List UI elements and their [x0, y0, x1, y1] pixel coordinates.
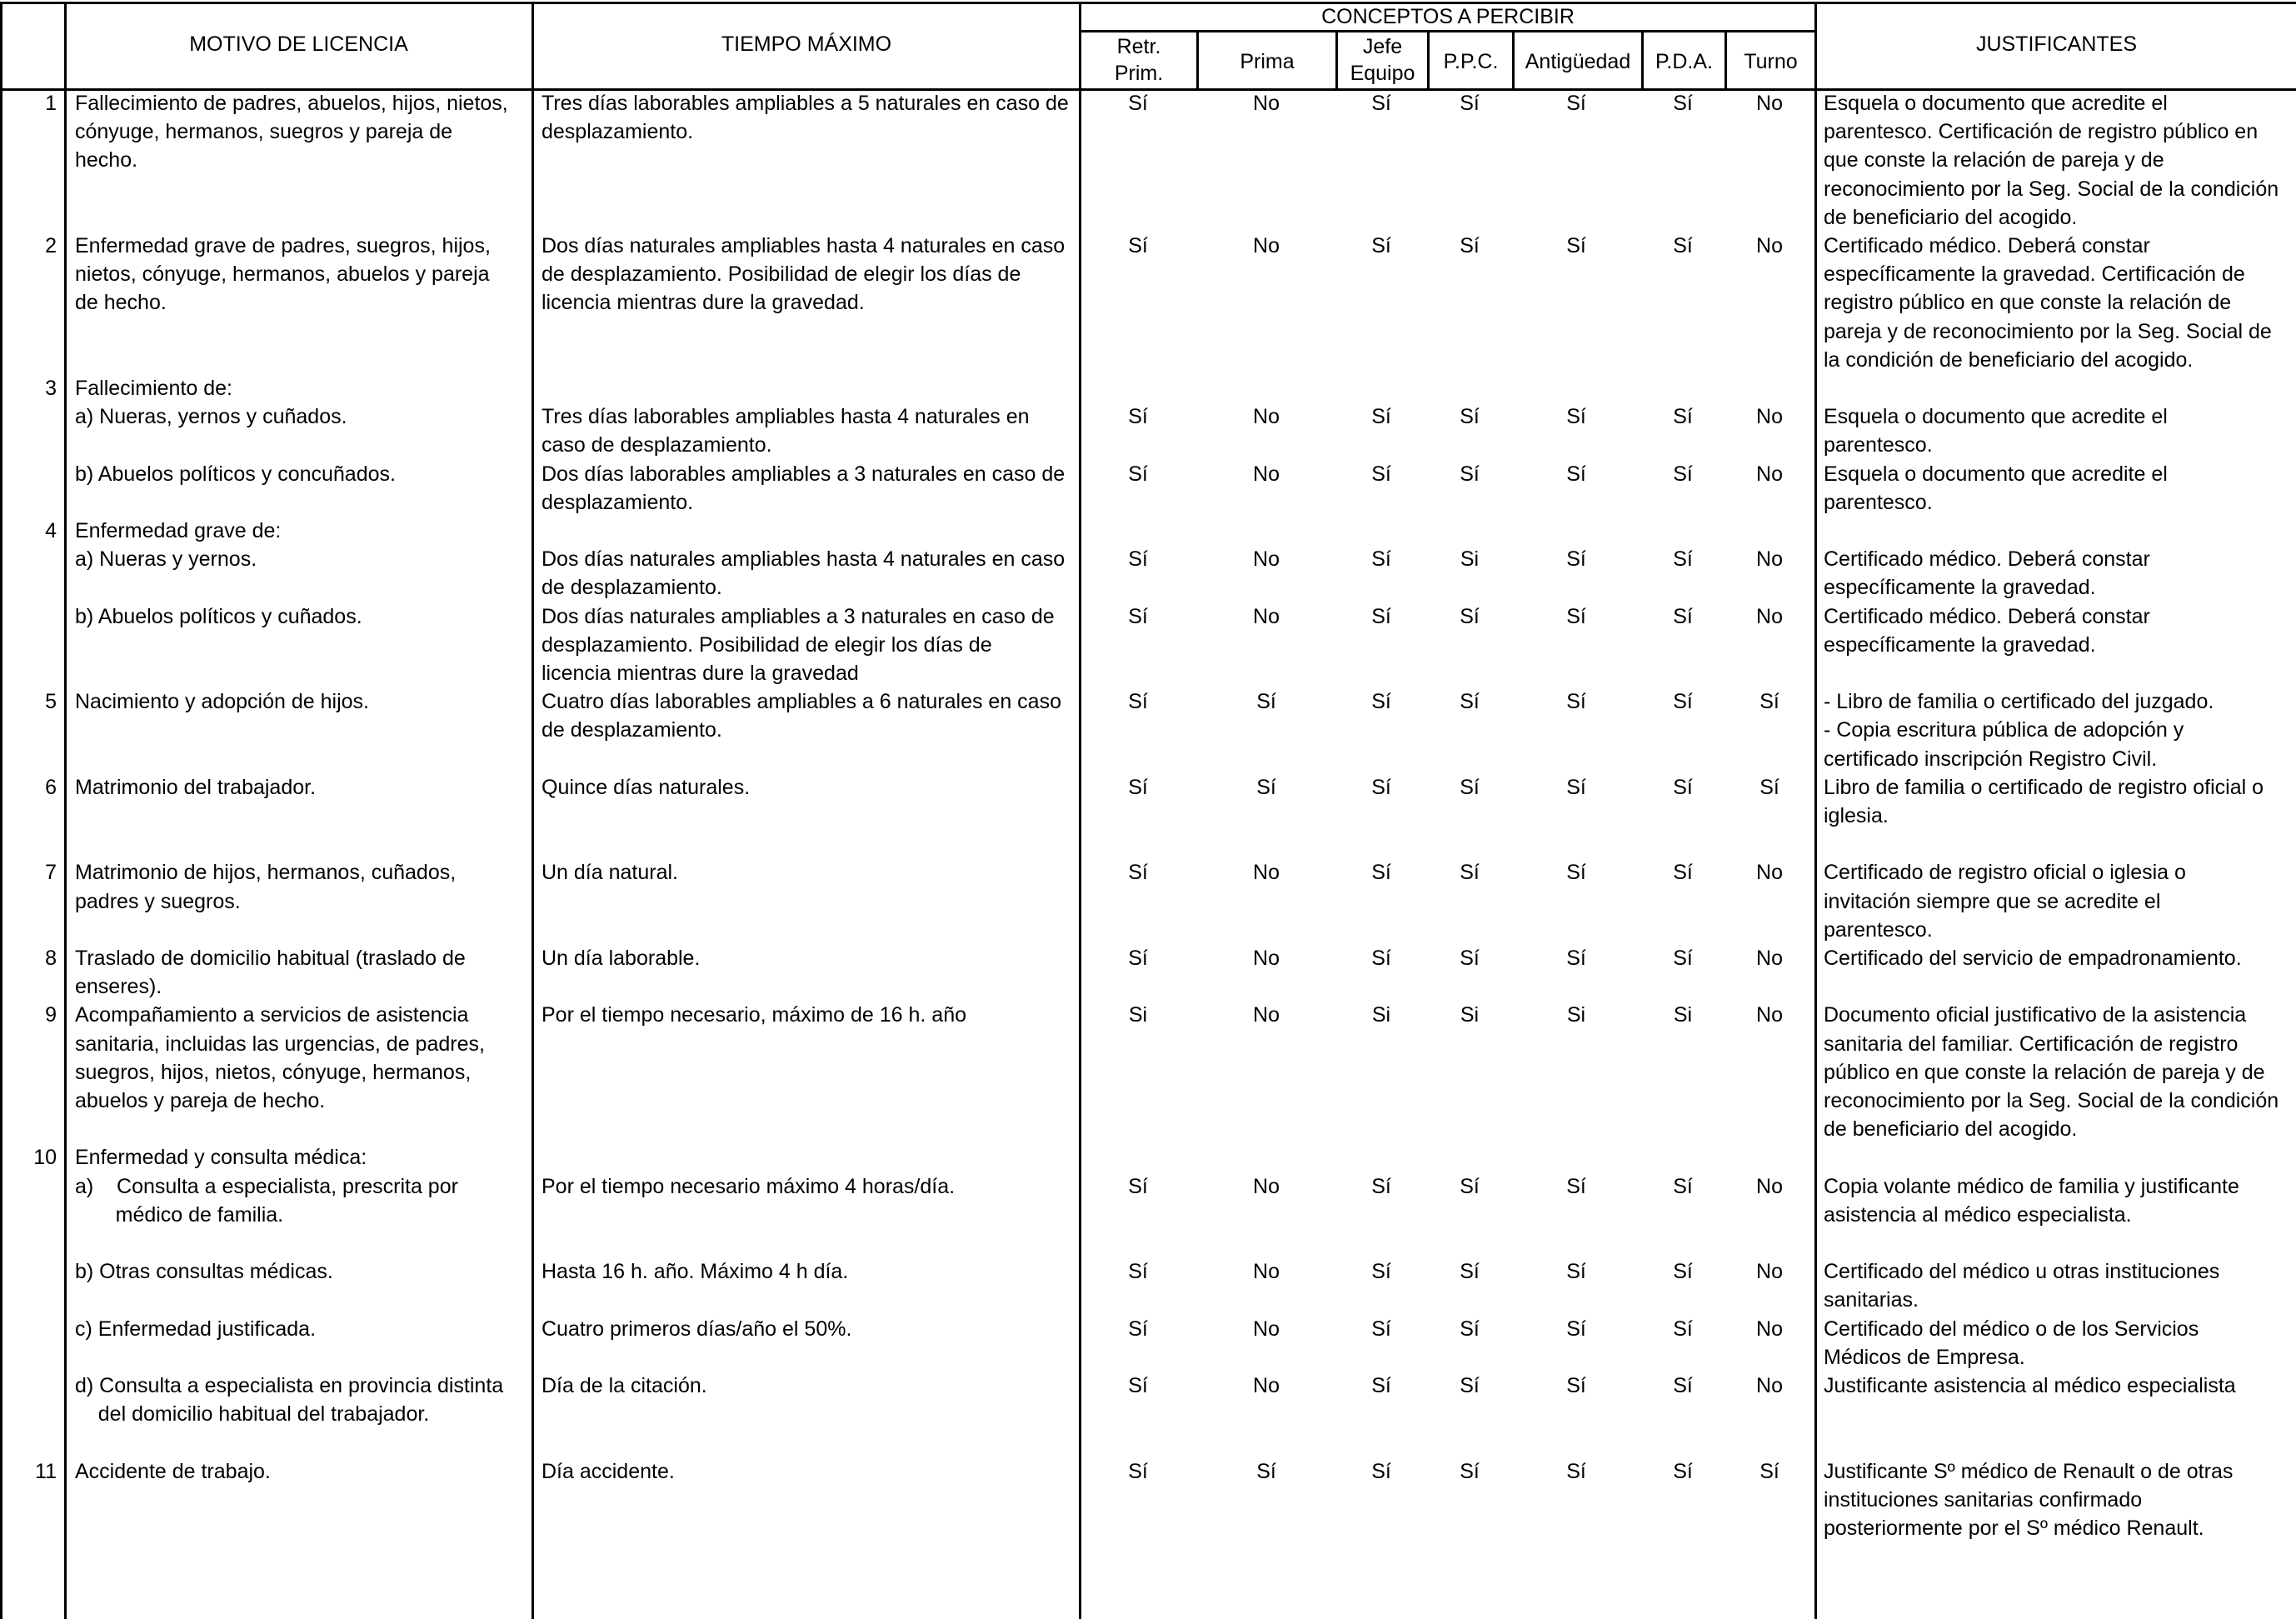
value-turno: No	[1756, 1174, 1783, 1198]
conceptos-divider	[1079, 30, 1815, 32]
tiempo-cell-line: caso de desplazamiento.	[542, 433, 772, 457]
tiempo-cell-line: Por el tiempo necesario máximo 4 horas/día.	[542, 1174, 956, 1198]
motivo-cell-line: Traslado de domicilio habitual (traslado de	[75, 947, 466, 970]
row-number: 1	[45, 92, 57, 115]
justificante-cell	[1824, 1257, 2219, 1314]
value-ppc: Sí	[1460, 1260, 1480, 1284]
justificante-cell-line: Documento oficial justificativo de la asistencia	[1824, 1003, 2247, 1027]
value-ppc: Sí	[1460, 234, 1480, 257]
value-jefe-equipo: Sí	[1371, 234, 1391, 257]
justificante-cell-line: posteriormente por el Sº médico Renault.	[1824, 1517, 2204, 1540]
tiempo-cell	[542, 602, 1055, 688]
value-prima: No	[1253, 604, 1280, 628]
value-antiguedad: Sí	[1566, 861, 1586, 885]
motivo-cell-line: del domicilio habitual del trabajador.	[75, 1402, 430, 1427]
value-jefe-equipo: Sí	[1371, 92, 1391, 115]
row-number: 8	[45, 947, 57, 970]
value-ppc: Sí	[1460, 690, 1480, 714]
tiempo-cell-line: Dos días laborables ampliables a 3 naturales en caso de	[542, 462, 1066, 486]
row-number: 9	[45, 1003, 57, 1027]
tiempo-cell	[542, 1315, 851, 1343]
motivo-cell-line: Accidente de trabajo.	[75, 1459, 271, 1483]
value-ppc: Sí	[1460, 861, 1480, 885]
motivo-cell-line: Fallecimiento de padres, abuelos, hijos, nietos,	[75, 92, 508, 115]
justificante-cell-line: Justificante Sº médico de Renault o de otras	[1824, 1459, 2234, 1483]
value-turno: No	[1756, 1374, 1783, 1397]
motivo-cell-line: Fallecimiento de:	[75, 377, 232, 400]
header-jefe-line2: Equipo	[1350, 62, 1415, 85]
value-antiguedad: Sí	[1566, 775, 1586, 799]
value-antiguedad: Sí	[1566, 690, 1586, 714]
tiempo-cell-line: Cuatro días laborables ampliables a 6 naturales en caso	[542, 690, 1061, 714]
justificante-cell	[1824, 944, 2242, 972]
justificante-cell-line: parentesco. Certificación de registro público en	[1824, 120, 2259, 144]
value-retr-prim: Sí	[1128, 604, 1148, 628]
value-retr-prim: Sí	[1128, 234, 1148, 257]
tiempo-cell-line: de desplazamiento.	[542, 718, 722, 742]
row-number: 3	[45, 377, 57, 400]
tiempo-cell	[542, 687, 1061, 744]
justificante-cell-line: Certificado médico. Deberá constar	[1824, 604, 2150, 628]
motivo-cell	[75, 602, 362, 631]
motivo-cell	[75, 545, 257, 573]
header-prima: Prima	[1240, 50, 1295, 73]
header-retr-line1: Retr.	[1116, 35, 1161, 58]
justificante-cell-line: iglesia.	[1824, 804, 1889, 827]
motivo-cell-line: abuelos y pareja de hecho.	[75, 1089, 326, 1112]
tiempo-cell-line: desplazamiento.	[542, 490, 694, 514]
motivo-cell-line: d) Consulta a especialista en provincia distinta	[75, 1374, 504, 1397]
tiempo-cell-line: Dos días naturales ampliables a 3 naturales en caso de	[542, 604, 1055, 628]
row-number: 2	[45, 234, 57, 257]
value-retr-prim: Sí	[1128, 92, 1148, 115]
motivo-cell-line: cónyuge, hermanos, suegros y pareja de	[75, 120, 453, 144]
value-turno: No	[1756, 1260, 1783, 1284]
value-retr-prim: Si	[1128, 1003, 1148, 1027]
value-pda: Sí	[1673, 547, 1693, 572]
tiempo-cell	[542, 773, 750, 802]
value-pda: Sí	[1673, 405, 1693, 429]
justificante-cell	[1824, 1172, 2239, 1229]
justificante-cell-line: instituciones sanitarias confirmado	[1824, 1487, 2143, 1512]
value-prima: No	[1253, 1374, 1280, 1397]
motivo-cell	[75, 460, 396, 488]
justificante-cell-line: específicamente la gravedad. Certificación de	[1824, 262, 2245, 287]
value-prima: No	[1253, 405, 1280, 429]
motivo-cell-line: Matrimonio de hijos, hermanos, cuñados,	[75, 861, 457, 885]
motivo-cell-line: a) Nueras, yernos y cuñados.	[75, 405, 347, 429]
value-prima: No	[1253, 1317, 1280, 1341]
justificante-cell	[1824, 460, 2168, 517]
value-jefe-equipo: Sí	[1371, 604, 1391, 628]
value-jefe-equipo: Sí	[1371, 947, 1391, 970]
value-pda: Sí	[1673, 947, 1693, 970]
tiempo-cell	[542, 460, 1065, 517]
tiempo-cell-line: Dos días naturales ampliables hasta 4 naturales en caso	[542, 234, 1066, 257]
header-tiempo: TIEMPO MÁXIMO	[721, 32, 892, 56]
value-retr-prim: Sí	[1128, 462, 1148, 486]
justificante-cell-line: Certificado de registro oficial o iglesia o	[1824, 861, 2186, 885]
row-number: 11	[35, 1459, 57, 1483]
value-prima: No	[1253, 92, 1280, 115]
justificante-cell-line: registro público en que conste la relación de	[1824, 291, 2232, 315]
value-prima: No	[1253, 1260, 1280, 1284]
value-pda: Sí	[1673, 234, 1693, 257]
value-retr-prim: Sí	[1128, 775, 1148, 799]
value-pda: Sí	[1673, 1374, 1693, 1397]
value-turno: No	[1756, 1317, 1783, 1341]
value-retr-prim: Sí	[1128, 1317, 1148, 1341]
value-retr-prim: Sí	[1128, 1174, 1148, 1198]
value-turno: No	[1756, 405, 1783, 429]
tiempo-cell-line: Cuatro primeros días/año el 50%.	[542, 1317, 852, 1341]
value-retr-prim: Sí	[1128, 1459, 1148, 1483]
motivo-cell-line: a) Consulta a especialista, prescrita por	[75, 1174, 458, 1198]
value-prima: No	[1253, 1174, 1280, 1198]
motivo-cell	[75, 1315, 316, 1343]
justificante-cell	[1824, 773, 2264, 830]
col-border	[1814, 2, 1817, 1619]
value-jefe-equipo: Sí	[1371, 1374, 1391, 1397]
header-retr-line2: Prim.	[1114, 62, 1164, 85]
value-antiguedad: Sí	[1566, 1459, 1586, 1483]
tiempo-cell-line: Un día natural.	[542, 861, 678, 885]
value-retr-prim: Sí	[1128, 690, 1148, 714]
motivo-cell-line: suegros, hijos, nietos, cónyuge, hermanos,	[75, 1060, 472, 1084]
justificante-cell-line: Certificado médico. Deberá constar	[1824, 547, 2150, 572]
value-retr-prim: Sí	[1128, 1374, 1148, 1397]
value-jefe-equipo: Sí	[1371, 1317, 1391, 1341]
motivo-cell	[75, 687, 369, 716]
value-ppc: Sí	[1460, 775, 1480, 799]
value-pda: Sí	[1673, 604, 1693, 628]
value-pda: Si	[1673, 1003, 1693, 1027]
tiempo-cell-line: licencia mientras dure la gravedad	[542, 662, 859, 685]
motivo-cell-line: Enfermedad grave de padres, suegros, hijos,	[75, 234, 491, 257]
tiempo-cell-line: Tres días laborables ampliables hasta 4 naturales en	[542, 405, 1030, 429]
motivo-cell-line: Nacimiento y adopción de hijos.	[75, 690, 369, 714]
value-ppc: Sí	[1460, 92, 1480, 115]
value-pda: Sí	[1673, 92, 1693, 115]
motivo-cell-line: de hecho.	[75, 291, 167, 315]
justificante-cell	[1824, 1457, 2233, 1543]
value-antiguedad: Sí	[1566, 947, 1586, 970]
value-ppc: Sí	[1460, 604, 1480, 628]
value-antiguedad: Sí	[1566, 1260, 1586, 1284]
tiempo-cell-line: desplazamiento.	[542, 120, 694, 144]
motivo-cell-line: enseres).	[75, 975, 162, 999]
tiempo-cell	[542, 89, 1069, 146]
motivo-cell	[75, 89, 508, 175]
value-retr-prim: Sí	[1128, 405, 1148, 429]
tiempo-cell-line: de desplazamiento. Posibilidad de elegir los días de	[542, 262, 1021, 287]
tiempo-cell	[542, 1372, 707, 1400]
justificante-cell	[1824, 602, 2150, 659]
value-ppc: Si	[1460, 1003, 1480, 1027]
col-border	[64, 2, 67, 1619]
tiempo-cell-line: Día accidente.	[542, 1459, 675, 1483]
value-jefe-equipo: Sí	[1371, 775, 1391, 799]
tiempo-cell	[542, 858, 678, 887]
value-ppc: Sí	[1460, 1317, 1480, 1341]
justificante-cell-line: público en que conste la relación de pareja y de	[1824, 1060, 2265, 1084]
value-pda: Sí	[1673, 690, 1693, 714]
value-pda: Sí	[1673, 1174, 1693, 1198]
value-prima: No	[1253, 1003, 1280, 1027]
justificante-cell-line: de beneficiario del acogido.	[1824, 205, 2078, 229]
row-number: 5	[45, 690, 57, 714]
value-antiguedad: Sí	[1566, 1317, 1586, 1341]
motivo-cell	[75, 232, 491, 317]
value-antiguedad: Sí	[1566, 604, 1586, 628]
justificante-cell-line: que conste la relación de pareja y de	[1824, 148, 2164, 172]
motivo-cell	[75, 1001, 485, 1115]
tiempo-cell-line: desplazamiento. Posibilidad de elegir los días de	[542, 632, 992, 657]
motivo-cell-line: médico de familia.	[75, 1202, 284, 1227]
col-border	[0, 2, 2, 1619]
motivo-cell-line: hecho.	[75, 148, 138, 172]
value-antiguedad: Si	[1566, 1003, 1586, 1027]
justificante-cell-line: Esquela o documento que acredite el	[1824, 92, 2168, 115]
value-turno: No	[1756, 947, 1783, 970]
justificante-cell-line: reconocimiento por la Seg. Social de la condición	[1824, 177, 2279, 201]
header-motivo: MOTIVO DE LICENCIA	[189, 32, 408, 56]
motivo-cell-line: b) Otras consultas médicas.	[75, 1260, 333, 1284]
value-pda: Sí	[1673, 861, 1693, 885]
motivo-cell-line: Acompañamiento a servicios de asistencia	[75, 1003, 469, 1027]
value-jefe-equipo: Sí	[1371, 1174, 1391, 1198]
value-prima: No	[1253, 861, 1280, 885]
value-antiguedad: Sí	[1566, 462, 1586, 486]
motivo-cell	[75, 374, 232, 402]
value-retr-prim: Sí	[1128, 1260, 1148, 1284]
value-pda: Sí	[1673, 1459, 1693, 1483]
tiempo-cell-line: de desplazamiento.	[542, 576, 722, 600]
value-turno: Sí	[1759, 690, 1779, 714]
value-jefe-equipo: Sí	[1371, 547, 1391, 572]
motivo-cell	[75, 517, 281, 545]
justificante-cell-line: Certificado del médico u otras instituciones	[1824, 1260, 2220, 1284]
justificante-cell-line: Justificante asistencia al médico especialista	[1824, 1374, 2236, 1397]
motivo-cell-line: padres y suegros.	[75, 889, 241, 913]
value-pda: Sí	[1673, 1317, 1693, 1341]
value-ppc: Sí	[1460, 405, 1480, 429]
value-pda: Sí	[1673, 462, 1693, 486]
justificante-cell-line: Certificado médico. Deberá constar	[1824, 234, 2150, 257]
justificante-cell-line: la condición de beneficiario del acogido.	[1824, 347, 2194, 372]
value-prima: No	[1253, 462, 1280, 486]
value-ppc: Sí	[1460, 947, 1480, 970]
value-antiguedad: Sí	[1566, 1374, 1586, 1397]
justificante-cell	[1824, 1001, 2279, 1143]
value-prima: No	[1253, 947, 1280, 970]
justificante-cell	[1824, 1315, 2199, 1372]
tiempo-cell-line: Dos días naturales ampliables hasta 4 naturales en caso	[542, 547, 1066, 572]
value-antiguedad: Sí	[1566, 92, 1586, 115]
justificante-cell	[1824, 402, 2168, 459]
value-turno: No	[1756, 861, 1783, 885]
motivo-cell-line: sanitaria, incluidas las urgencias, de padres,	[75, 1032, 485, 1056]
value-pda: Sí	[1673, 1260, 1693, 1284]
value-ppc: Sí	[1460, 462, 1480, 486]
motivo-cell	[75, 402, 347, 431]
value-prima: Sí	[1256, 1459, 1276, 1483]
value-jefe-equipo: Sí	[1371, 861, 1391, 885]
tiempo-cell-line: Por el tiempo necesario, máximo de 16 h. año	[542, 1003, 966, 1027]
header-conceptos: CONCEPTOS A PERCIBIR	[1321, 5, 1575, 28]
motivo-cell-line: c) Enfermedad justificada.	[75, 1317, 317, 1341]
header-justificantes: JUSTIFICANTES	[1975, 32, 2138, 56]
row-number: 7	[45, 861, 57, 885]
tiempo-cell-line: Un día laborable.	[542, 947, 701, 970]
motivo-cell	[75, 944, 466, 1001]
value-jefe-equipo: Sí	[1371, 462, 1391, 486]
justificante-cell-line: pareja y de reconocimiento por la Seg. Social de	[1824, 319, 2272, 343]
value-antiguedad: Sí	[1566, 405, 1586, 429]
motivo-cell	[75, 1143, 367, 1172]
justificante-cell	[1824, 858, 2186, 944]
justificante-cell-line: sanitarias.	[1824, 1288, 1919, 1312]
justificante-cell-line: - Libro de familia o certificado del juzgado.	[1824, 690, 2214, 714]
tiempo-cell-line: Hasta 16 h. año. Máximo 4 h día.	[542, 1260, 849, 1284]
justificante-cell-line: sanitaria del familiar. Certificación de registro	[1824, 1032, 2239, 1056]
justificante-cell-line: reconocimiento por la Seg. Social de la condición	[1824, 1089, 2279, 1112]
tiempo-cell-line: licencia mientras dure la gravedad.	[542, 291, 865, 315]
value-prima: No	[1253, 234, 1280, 257]
justificante-cell-line: parentesco.	[1824, 433, 1933, 457]
value-antiguedad: Sí	[1566, 1174, 1586, 1198]
motivo-cell	[75, 1257, 333, 1286]
value-antiguedad: Sí	[1566, 234, 1586, 257]
justificante-cell-line: específicamente la gravedad.	[1824, 632, 2096, 657]
motivo-cell-line: nietos, cónyuge, hermanos, abuelos y pareja	[75, 262, 490, 287]
row-number: 10	[33, 1146, 57, 1170]
justificante-cell-line: Libro de familia o certificado de registro oficial o	[1824, 775, 2264, 799]
value-turno: No	[1756, 547, 1783, 572]
justificante-cell-line: de beneficiario del acogido.	[1824, 1117, 2078, 1142]
motivo-cell-line: b) Abuelos políticos y concuñados.	[75, 462, 396, 486]
value-jefe-equipo: Sí	[1371, 405, 1391, 429]
tiempo-cell-line: Tres días laborables ampliables a 5 naturales en caso de	[542, 92, 1069, 115]
value-jefe-equipo: Sí	[1371, 690, 1391, 714]
tiempo-cell	[542, 1001, 966, 1029]
value-pda: Sí	[1673, 775, 1693, 799]
value-prima: Sí	[1256, 690, 1276, 714]
tiempo-cell	[542, 1457, 675, 1486]
motivo-cell	[75, 773, 316, 802]
value-jefe-equipo: Sí	[1371, 1260, 1391, 1284]
header-antiguedad: Antigüedad	[1525, 50, 1631, 73]
value-turno: No	[1756, 1003, 1783, 1027]
tiempo-cell	[542, 944, 700, 972]
tiempo-cell	[542, 545, 1065, 602]
value-turno: Sí	[1759, 775, 1779, 799]
motivo-cell	[75, 1372, 503, 1428]
header-pda: P.D.A.	[1655, 50, 1714, 73]
value-retr-prim: Sí	[1128, 947, 1148, 970]
tiempo-cell-line: Día de la citación.	[542, 1374, 707, 1397]
header-jefe-equipo	[1338, 33, 1427, 87]
justificante-cell	[1824, 687, 2214, 773]
justificante-cell-line: parentesco.	[1824, 490, 1933, 514]
tiempo-cell-line: Quince días naturales.	[542, 775, 751, 799]
row-number: 6	[45, 775, 57, 799]
motivo-cell	[75, 858, 456, 915]
header-jefe-line1: Jefe	[1362, 35, 1403, 58]
value-turno: No	[1756, 92, 1783, 115]
justificante-cell-line: invitación siempre que se acredite el	[1824, 889, 2161, 913]
tiempo-cell	[542, 402, 1030, 459]
justificante-cell-line: Esquela o documento que acredite el	[1824, 462, 2168, 486]
motivo-cell-line: b) Abuelos políticos y cuñados.	[75, 604, 362, 628]
motivo-cell	[75, 1457, 271, 1486]
row-number: 4	[45, 519, 57, 542]
motivo-cell-line: Enfermedad y consulta médica:	[75, 1146, 367, 1170]
value-turno: No	[1756, 604, 1783, 628]
motivo-cell-line: Enfermedad grave de:	[75, 519, 282, 542]
header-retr-prim	[1081, 33, 1196, 87]
justificante-cell-line: Esquela o documento que acredite el	[1824, 405, 2168, 429]
value-jefe-equipo: Si	[1371, 1003, 1391, 1027]
header-turno: Turno	[1744, 50, 1798, 73]
value-turno: No	[1756, 462, 1783, 486]
tiempo-cell	[542, 1172, 955, 1201]
col-border	[1079, 2, 1081, 1619]
justificante-cell-line: Copia volante médico de familia y justificante	[1824, 1174, 2239, 1198]
motivo-cell-line: Matrimonio del trabajador.	[75, 775, 317, 799]
motivo-cell-line: a) Nueras y yernos.	[75, 547, 257, 572]
justificante-cell	[1824, 89, 2279, 232]
header-ppc: P.P.C.	[1443, 50, 1499, 73]
justificante-cell-line: certificado inscripción Registro Civil.	[1824, 747, 2158, 771]
tiempo-cell	[542, 1257, 848, 1286]
tiempo-cell	[542, 232, 1065, 317]
justificante-cell-line: parentesco.	[1824, 917, 1933, 942]
justificante-cell-line: Certificado del servicio de empadronamiento.	[1824, 947, 2242, 970]
justificante-cell-line: asistencia al médico especialista.	[1824, 1202, 2132, 1227]
value-jefe-equipo: Sí	[1371, 1459, 1391, 1483]
col-border	[532, 2, 534, 1619]
value-ppc: Sí	[1460, 1374, 1480, 1397]
value-prima: No	[1253, 547, 1280, 572]
value-antiguedad: Sí	[1566, 547, 1586, 572]
value-turno: Sí	[1759, 1459, 1779, 1483]
justificante-cell	[1824, 545, 2150, 602]
value-retr-prim: Sí	[1128, 547, 1148, 572]
value-retr-prim: Sí	[1128, 861, 1148, 885]
value-turno: No	[1756, 234, 1783, 257]
justificante-cell-line: Médicos de Empresa.	[1824, 1345, 2025, 1369]
justificante-cell-line: - Copia escritura pública de adopción y	[1824, 718, 2184, 742]
justificante-cell-line: específicamente la gravedad.	[1824, 576, 2096, 600]
justificante-cell	[1824, 232, 2272, 374]
justificante-cell	[1824, 1372, 2236, 1400]
value-ppc: Sí	[1460, 1459, 1480, 1483]
value-ppc: Si	[1460, 547, 1480, 572]
justificante-cell-line: Certificado del médico o de los Servicios	[1824, 1317, 2199, 1341]
motivo-cell	[75, 1172, 458, 1229]
value-prima: Sí	[1256, 775, 1276, 799]
value-ppc: Sí	[1460, 1174, 1480, 1198]
